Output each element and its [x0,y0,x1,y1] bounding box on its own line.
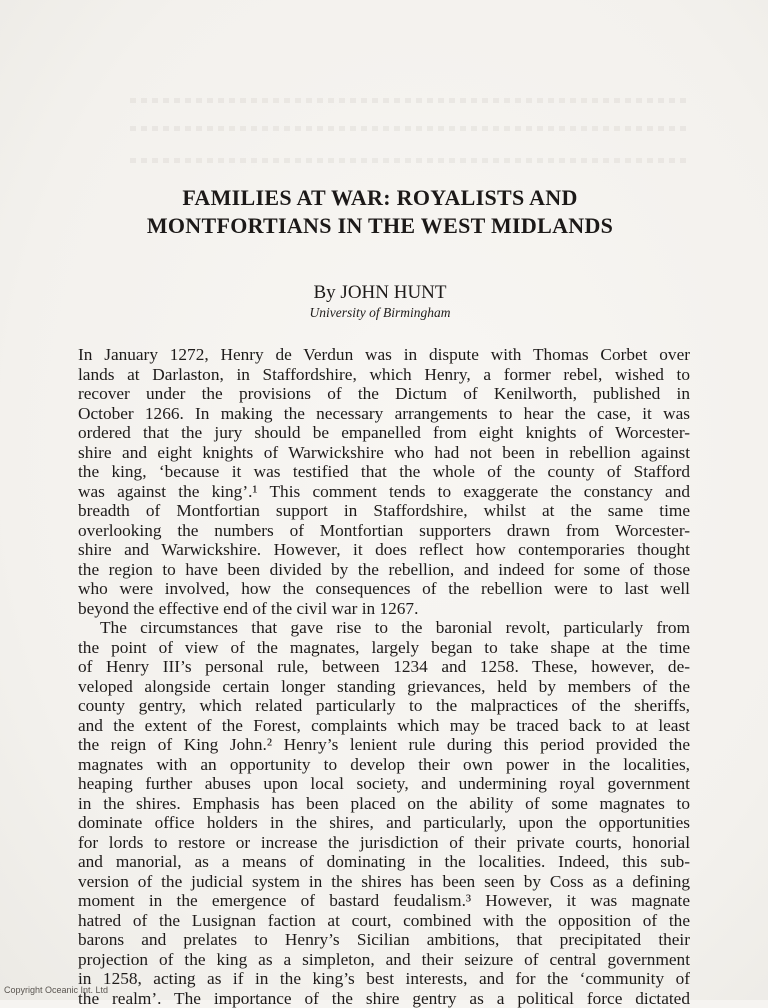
body-line: October 1266. In making the necessary arrangements to hear the case, it was [78,404,690,424]
body-line: dominate office holders in the shires, and particularly, upon the opportunities [78,813,690,833]
body-line: version of the judicial system in the shires has been seen by Coss as a defining [78,872,690,892]
body-line: The circumstances that gave rise to the baronial revolt, particularly from [78,618,690,638]
body-line: overlooking the numbers of Montfortian supporters drawn from Worcester- [78,521,690,541]
body-line: for lords to restore or increase the jurisdiction of their private courts, honorial [78,833,690,853]
bleed-through-line [130,98,690,103]
body-line: county gentry, which related particularly to the malpractices of the sheriffs, [78,696,690,716]
body-line: the region to have been divided by the rebellion, and indeed for some of those [78,560,690,580]
body-line: breadth of Montfortian support in Staffordshire, whilst at the same time [78,501,690,521]
author-affiliation: University of Birmingham [80,305,680,321]
body-line: magnates with an opportunity to develop their own power in the localities, [78,755,690,775]
body-line: moment in the emergence of bastard feudalism.³ However, it was magnate [78,891,690,911]
body-line: was against the king’.¹ This comment tends to exaggerate the constancy and [78,482,690,502]
body-line: of Henry III’s personal rule, between 1234 and 1258. These, however, de- [78,657,690,677]
body-line: In January 1272, Henry de Verdun was in dispute with Thomas Corbet over [78,345,690,365]
bleed-through-line [130,158,690,163]
copyright-watermark: Copyright Oceanic Int. Ltd [4,985,108,995]
author-byline: By JOHN HUNT [80,282,680,304]
article-body [78,345,690,1008]
body-line: the realm’. The importance of the shire gentry as a political force dictated [78,989,690,1008]
body-line: and manorial, as a means of dominating in the localities. Indeed, this sub- [78,852,690,872]
body-line: in the shires. Emphasis has been placed on the ability of some magnates to [78,794,690,814]
body-line: shire and eight knights of Warwickshire who had not been in rebellion against [78,443,690,463]
body-line: the point of view of the magnates, largely began to take shape at the time [78,638,690,658]
body-line: hatred of the Lusignan faction at court, combined with the opposition of the [78,911,690,931]
body-line: heaping further abuses upon local society, and undermining royal government [78,774,690,794]
body-line: projection of the king as a simpleton, and their seizure of central government [78,950,690,970]
body-line: the reign of King John.² Henry’s lenient rule during this period provided the [78,735,690,755]
body-line: recover under the provisions of the Dictum of Kenilworth, published in [78,384,690,404]
body-line: who were involved, how the consequences of the rebellion were to last well [78,579,690,599]
bleed-through-line [130,126,690,131]
body-line: lands at Darlaston, in Staffordshire, which Henry, a former rebel, wished to [78,365,690,385]
body-line: barons and prelates to Henry’s Sicilian ambitions, that precipitated their [78,930,690,950]
body-line: in 1258, acting as if in the king’s best interests, and for the ‘community of [78,969,690,989]
article-title-line: FAMILIES AT WAR: ROYALISTS AND [80,184,680,212]
body-line: ordered that the jury should be empanelled from eight knights of Worcester- [78,423,690,443]
article-title [80,184,680,240]
article-title-line: MONTFORTIANS IN THE WEST MIDLANDS [80,212,680,240]
body-line: beyond the effective end of the civil war in 1267. [78,599,690,619]
body-line: veloped alongside certain longer standing grievances, held by members of the [78,677,690,697]
body-line: and the extent of the Forest, complaints which may be traced back to at least [78,716,690,736]
body-line: shire and Warwickshire. However, it does reflect how contemporaries thought [78,540,690,560]
body-line: the king, ‘because it was testified that the whole of the county of Stafford [78,462,690,482]
